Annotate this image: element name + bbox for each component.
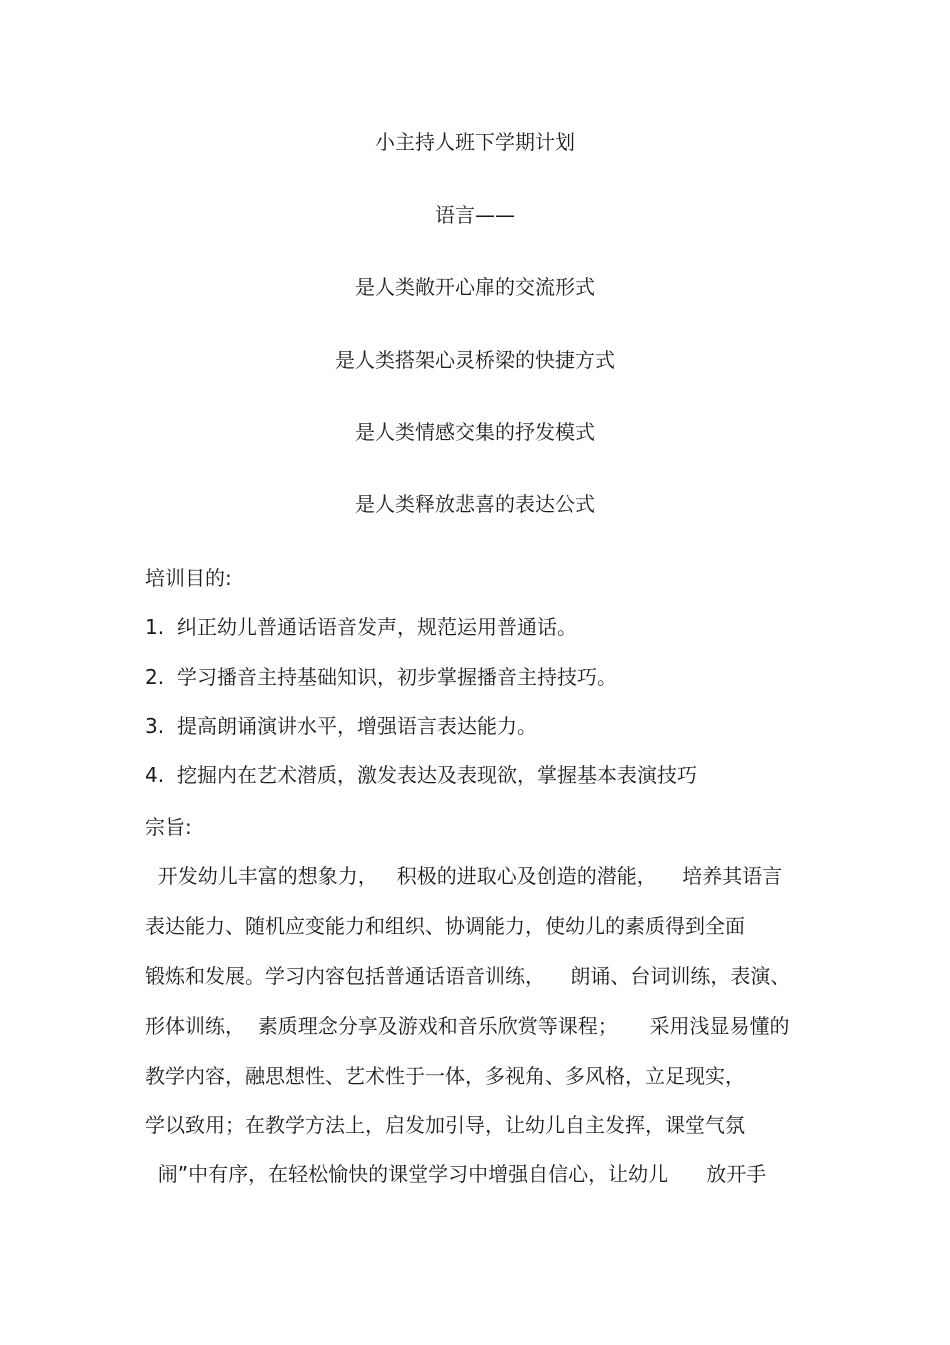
goal-number: 4. (145, 763, 165, 787)
poem-line: 是人类搭架心灵桥梁的快捷方式 (335, 348, 615, 372)
goal-number: 3. (145, 714, 165, 738)
goal-text: 提高朗诵演讲水平，增强语言表达能力。 (177, 714, 537, 738)
purpose-line: 开发幼儿丰富的想象力， 积极的进取心及创造的潜能， 培养其语言 (145, 864, 783, 888)
purpose-line: 闹”中有序，在轻松愉快的课堂学习中增强自信心，让幼儿 放开手 (145, 1162, 767, 1186)
goal-item (145, 714, 537, 738)
goal-text: 挖掘内在艺术潜质，激发表达及表现欲，掌握基本表演技巧 (177, 763, 697, 787)
goal-number: 1. (145, 615, 165, 639)
purpose-line: 形体训练， 素质理念分享及游戏和音乐欣赏等课程； 采用浅显易懂的 (145, 1014, 790, 1038)
poem-line: 是人类情感交集的抒发模式 (355, 420, 595, 444)
goal-number: 2. (145, 665, 165, 689)
purpose-line: 表达能力、随机应变能力和组织、协调能力，使幼儿的素质得到全面 (145, 914, 745, 938)
goals-heading: 培训目的: (145, 566, 232, 590)
goal-item (145, 763, 697, 787)
purpose-heading: 宗旨: (145, 815, 192, 839)
poem-line: 是人类敞开心扉的交流形式 (355, 275, 595, 299)
purpose-line: 锻炼和发展。学习内容包括普通话语音训练， 朗诵、台词训练，表演、 (145, 964, 791, 988)
goal-text: 学习播音主持基础知识，初步掌握播音主持技巧。 (177, 665, 617, 689)
goal-item (145, 665, 617, 689)
purpose-line: 教学内容，融思想性、艺术性于一体，多视角、多风格，立足现实， (145, 1064, 745, 1088)
poem-line: 语言—— (435, 203, 515, 227)
goal-text: 纠正幼儿普通话语音发声，规范运用普通话。 (177, 615, 577, 639)
purpose-line: 学以致用；在教学方法上，启发加引导，让幼儿自主发挥，课堂气氛 (145, 1113, 745, 1137)
document-title: 小主持人班下学期计划 (375, 130, 575, 154)
poem-line: 是人类释放悲喜的表达公式 (355, 492, 595, 516)
goal-item (145, 615, 577, 639)
